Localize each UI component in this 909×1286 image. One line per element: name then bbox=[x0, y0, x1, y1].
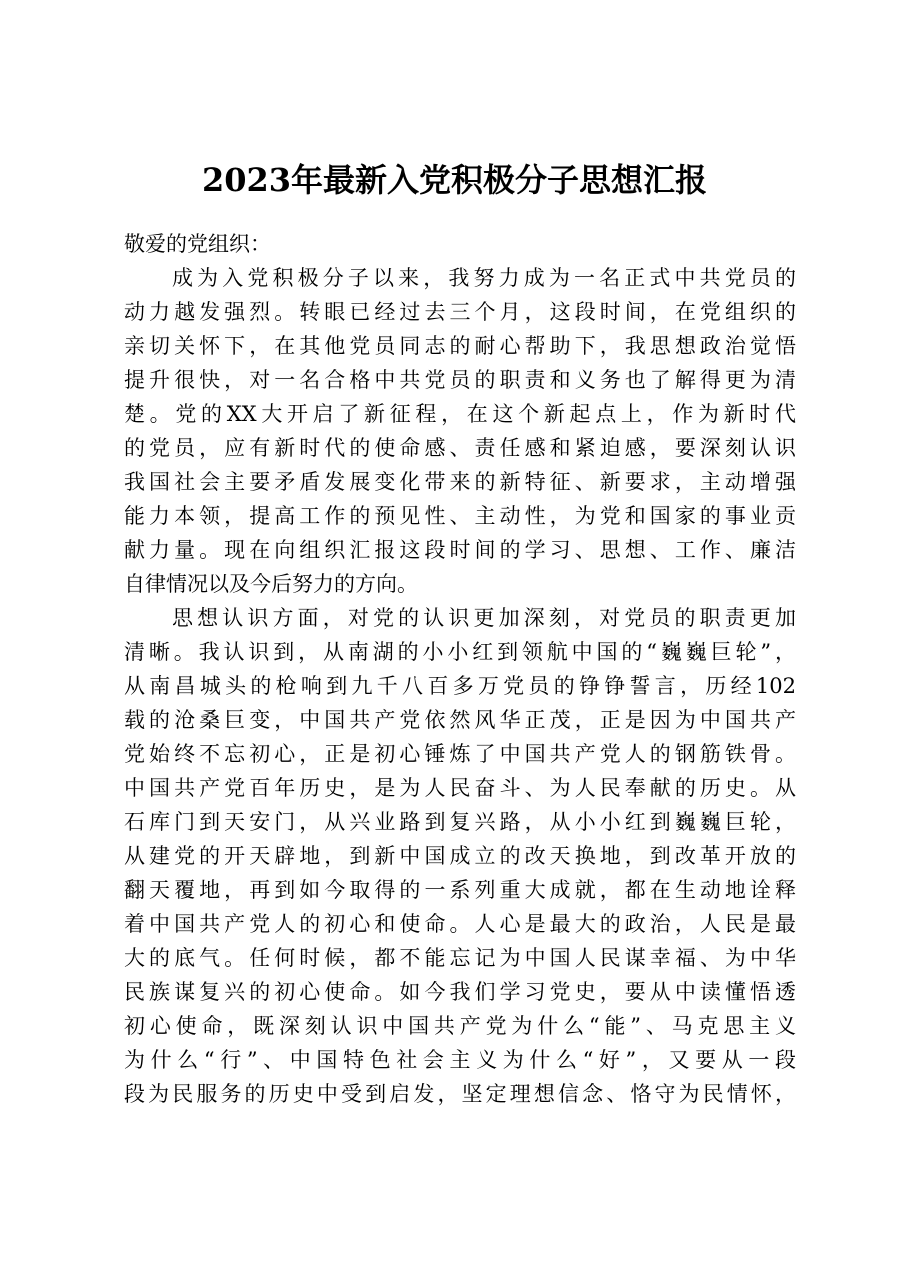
text-line: 能力本领，提高工作的预见性、主动性，为党和国家的事业贡 bbox=[124, 504, 796, 528]
salutation: 敬爱的党组织： bbox=[124, 232, 271, 256]
text-line: 动力越发强烈。转眼已经过去三个月，这段时间，在党组织的 bbox=[124, 300, 796, 324]
text-line: 石库门到天安门，从兴业路到复兴路，从小小红到巍巍巨轮， bbox=[124, 810, 796, 834]
text-line: 民族谋复兴的初心使命。如今我们学习党史，要从中读懂悟透 bbox=[124, 980, 796, 1004]
text-line: 亲切关怀下，在其他党员同志的耐心帮助下，我思想政治觉悟 bbox=[124, 334, 796, 358]
text-line: 献力量。现在向组织汇报这段时间的学习、思想、工作、廉洁 bbox=[124, 538, 796, 562]
text-line: 党始终不忘初心，正是初心锤炼了中国共产党人的钢筋铁骨。 bbox=[124, 742, 796, 766]
text-line: 为什么“行”、中国特色社会主义为什么“好”，又要从一段 bbox=[124, 1048, 796, 1072]
text-line: 楚。党的XX大开启了新征程，在这个新起点上，作为新时代 bbox=[124, 402, 796, 426]
document-title: 2023年最新入党积极分子思想汇报 bbox=[201, 161, 708, 199]
text-line: 提升很快，对一名合格中共党员的职责和义务也了解得更为清 bbox=[124, 368, 796, 392]
text-line: 中国共产党百年历史，是为人民奋斗、为人民奉献的历史。从 bbox=[124, 776, 796, 800]
text-line: 初心使命，既深刻认识中国共产党为什么“能”、马克思主义 bbox=[124, 1014, 796, 1038]
text-line: 的党员，应有新时代的使命感、责任感和紧迫感，要深刻认识 bbox=[124, 436, 796, 460]
text-line: 自律情况以及今后努力的方向。 bbox=[124, 572, 418, 596]
text-line: 从建党的开天辟地，到新中国成立的改天换地，到改革开放的 bbox=[124, 844, 796, 868]
text-line: 载的沧桑巨变，中国共产党依然风华正茂，正是因为中国共产 bbox=[124, 708, 796, 732]
text-line: 从南昌城头的枪响到九千八百多万党员的铮铮誓言，历经102 bbox=[124, 674, 796, 698]
text-line: 思想认识方面，对党的认识更加深刻，对党员的职责更加 bbox=[172, 606, 796, 630]
text-line: 我国社会主要矛盾发展变化带来的新特征、新要求，主动增强 bbox=[124, 470, 796, 494]
text-line: 大的底气。任何时候，都不能忘记为中国人民谋幸福、为中华 bbox=[124, 946, 796, 970]
text-line: 清晰。我认识到，从南湖的小小红到领航中国的“巍巍巨轮”， bbox=[124, 640, 796, 664]
text-line: 翻天覆地，再到如今取得的一系列重大成就，都在生动地诠释 bbox=[124, 878, 796, 902]
text-line: 段为民服务的历史中受到启发，坚定理想信念、恪守为民情怀， bbox=[124, 1082, 796, 1106]
text-line: 成为入党积极分子以来，我努力成为一名正式中共党员的 bbox=[172, 266, 796, 290]
text-line: 着中国共产党人的初心和使命。人心是最大的政治，人民是最 bbox=[124, 912, 796, 936]
document-body bbox=[124, 227, 796, 1111]
